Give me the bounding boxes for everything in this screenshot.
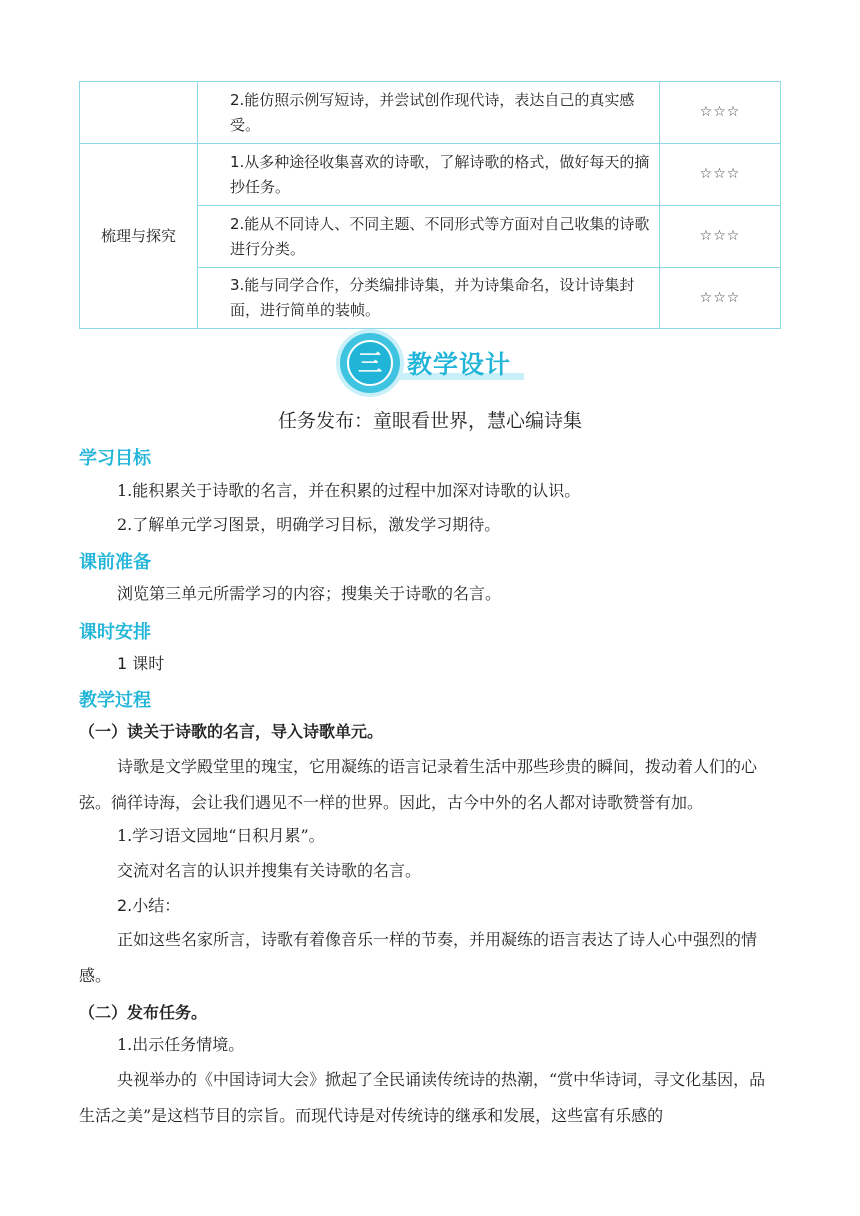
criterion-cell: 1.从多种途径收集喜欢的诗歌，了解诗歌的格式，做好每天的摘抄任务。 <box>198 144 660 206</box>
rating-stars: ☆☆☆ <box>660 206 781 268</box>
schedule-text: 1 课时 <box>117 654 165 673</box>
prep-text: 浏览第三单元所需学习的内容；搜集关于诗歌的名言。 <box>117 584 502 603</box>
part2-title: （二）发布任务。 <box>79 1003 208 1022</box>
evaluation-table <box>79 81 781 329</box>
part1-step1-detail: 交流对名言的认识并搜集有关诗歌的名言。 <box>117 861 422 880</box>
criterion-cell: 2.能从不同诗人、不同主题、不同形式等方面对自己收集的诗歌进行分类。 <box>198 206 660 268</box>
part1-intro: 诗歌是文学殿堂里的瑰宝，它用凝练的语言记录着生活中那些珍贵的瞬间，拨动着人们的心弦。徜徉诗海，会让我们遇见不一样的世界。因此，古今中外的名人都对诗歌赞誉有加。 <box>79 757 758 812</box>
section-number: 三 <box>347 340 393 386</box>
part2-step1: 1.出示任务情境。 <box>117 1035 245 1054</box>
category-cell: 梳理与探究 <box>80 144 198 329</box>
rating-stars: ☆☆☆ <box>660 268 781 329</box>
part1-title: （一）读关于诗歌的名言，导入诗歌单元。 <box>79 722 384 741</box>
goals-heading: 学习目标 <box>79 448 151 469</box>
goal-item: 2.了解单元学习图景，明确学习目标，激发学习期待。 <box>117 515 501 534</box>
goal-item: 1.能积累关于诗歌的名言，并在积累的过程中加深对诗歌的认识。 <box>117 481 581 500</box>
table-row <box>80 144 781 206</box>
part1-summary: 正如这些名家所言，诗歌有着像音乐一样的节奏，并用凝练的语言表达了诗人心中强烈的情感。 <box>79 930 758 985</box>
section-banner <box>340 333 530 395</box>
section-title: 教学设计 <box>407 350 512 379</box>
task-title: 任务发布：童眼看世界，慧心编诗集 <box>277 410 582 432</box>
schedule-heading: 课时安排 <box>79 622 151 643</box>
prep-heading: 课前准备 <box>79 552 151 573</box>
part1-step2: 2.小结： <box>117 896 181 915</box>
process-heading: 教学过程 <box>79 690 151 711</box>
rating-stars: ☆☆☆ <box>660 82 781 144</box>
section-number-badge <box>340 333 400 393</box>
category-cell <box>80 82 198 144</box>
table-row <box>80 82 781 144</box>
rating-stars: ☆☆☆ <box>660 144 781 206</box>
criterion-cell: 2.能仿照示例写短诗，并尝试创作现代诗，表达自己的真实感受。 <box>198 82 660 144</box>
part2-text: 央视举办的《中国诗词大会》掀起了全民诵读传统诗的热潮，“赏中华诗词，寻文化基因，品生活之美”是这档节目的宗旨。而现代诗是对传统诗的继承和发展，这些富有乐感的 <box>79 1070 766 1125</box>
criterion-cell: 3.能与同学合作，分类编排诗集，并为诗集命名，设计诗集封面，进行简单的装帧。 <box>198 268 660 329</box>
part1-step1: 1.学习语文园地“日积月累”。 <box>117 826 325 845</box>
